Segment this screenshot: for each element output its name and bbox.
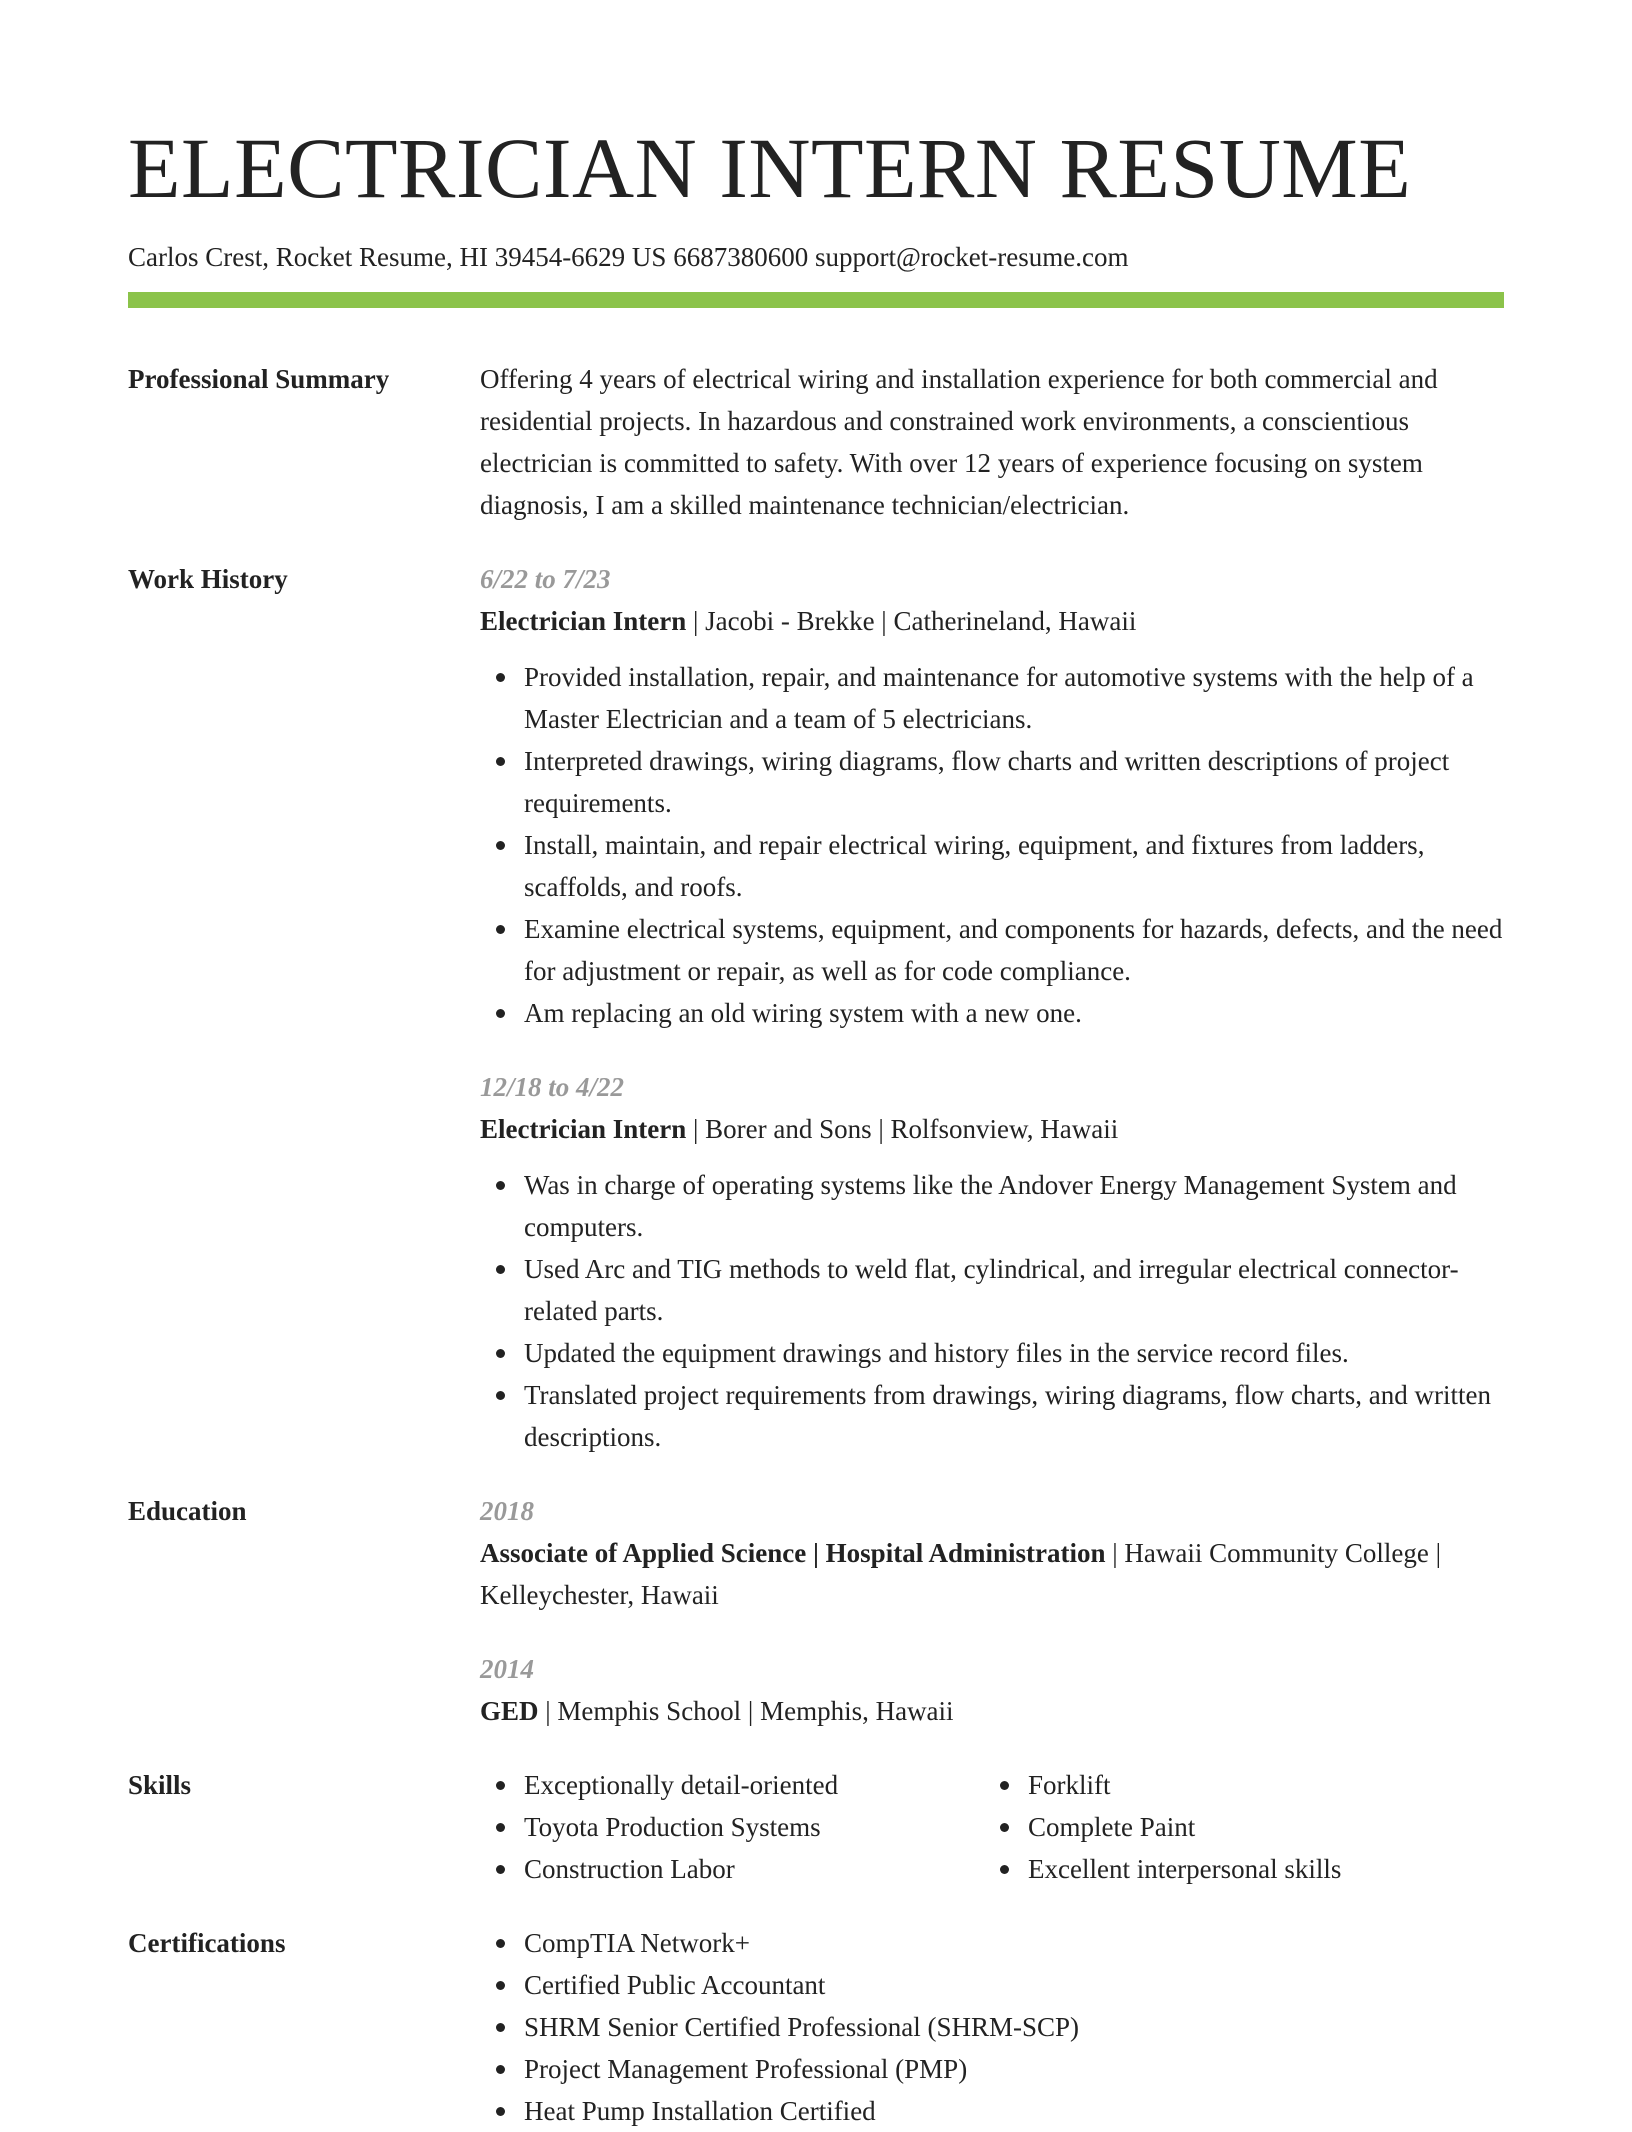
skills-heading: Skills — [128, 1770, 192, 1800]
work-history-body — [480, 558, 1504, 1458]
education-line — [480, 1690, 1504, 1732]
job-bullets — [480, 1164, 1504, 1458]
list-item: Excellent interpersonal skills — [1028, 1848, 1504, 1890]
job-role: Electrician Intern — [480, 1114, 687, 1144]
education-body — [480, 1490, 1504, 1732]
list-item: Was in charge of operating systems like the Andover Energy Management System and computers. — [524, 1164, 1504, 1248]
list-item: Am replacing an old wiring system with a new one. — [524, 992, 1504, 1034]
education-degree: Associate of Applied Science | Hospital Administration — [480, 1538, 1106, 1568]
list-item: Forklift — [1028, 1764, 1504, 1806]
job-dates: 6/22 to 7/23 — [480, 564, 611, 594]
certifications-section — [128, 1922, 1504, 2132]
list-item: Certified Public Accountant — [524, 1964, 1504, 2006]
list-item: SHRM Senior Certified Professional (SHRM-SCP) — [524, 2006, 1504, 2048]
list-item: Translated project requirements from drawings, wiring diagrams, flow charts, and written descriptions. — [524, 1374, 1504, 1458]
contact-line: Carlos Crest, Rocket Resume, HI 39454-6629 US 6687380600 support@rocket-resume.com — [128, 242, 1129, 272]
list-item: Construction Labor — [524, 1848, 984, 1890]
education-line — [480, 1532, 1504, 1616]
education-heading: Education — [128, 1496, 247, 1526]
resume-page — [128, 0, 1504, 2132]
job-title-line — [480, 1108, 1504, 1150]
job-bullets — [480, 656, 1504, 1034]
job-dates: 12/18 to 4/22 — [480, 1072, 625, 1102]
list-item: Used Arc and TIG methods to weld flat, cylindrical, and irregular electrical connector-related parts. — [524, 1248, 1504, 1332]
work-history-section — [128, 558, 1504, 1458]
summary-section — [128, 358, 1504, 526]
skills-column — [480, 1764, 984, 1890]
job-details: | Jacobi - Brekke | Catherineland, Hawaii — [686, 606, 1137, 636]
list-item: Install, maintain, and repair electrical wiring, equipment, and fixtures from ladders, scaffolds, and roofs. — [524, 824, 1504, 908]
education-entry — [480, 1490, 1504, 1616]
skills-section — [128, 1764, 1504, 1890]
summary-text: Offering 4 years of electrical wiring and installation experience for both commercial and residential projects. In hazardous and constrained work environments, a conscientious electrician is committed to safety. With over 12 years of experience focusing on system diagnosis, I am a skilled maintenance technician/electrician. — [480, 364, 1438, 520]
list-item: CompTIA Network+ — [524, 1922, 1504, 1964]
list-item: Provided installation, repair, and maintenance for automotive systems with the help of a Master Electrician and a team of 5 electricians. — [524, 656, 1504, 740]
list-item: Updated the equipment drawings and history files in the service record files. — [524, 1332, 1504, 1374]
list-item: Project Management Professional (PMP) — [524, 2048, 1504, 2090]
education-details: | Hawaii Community College | Kelleychester, Hawaii — [480, 1538, 1442, 1610]
list-item: Examine electrical systems, equipment, and components for hazards, defects, and the need for adjustment or repair, as well as for code compliance. — [524, 908, 1504, 992]
work-history-heading: Work History — [128, 564, 288, 594]
list-item: Interpreted drawings, wiring diagrams, flow charts and written descriptions of project requirements. — [524, 740, 1504, 824]
education-section — [128, 1490, 1504, 1732]
education-entry — [480, 1648, 1504, 1732]
certifications-body — [480, 1922, 1504, 2132]
skills-list — [984, 1764, 1504, 1890]
accent-divider — [128, 292, 1504, 308]
education-year: 2014 — [480, 1654, 534, 1684]
list-item: Toyota Production Systems — [524, 1806, 984, 1848]
resume-title: ELECTRICIAN INTERN RESUME — [128, 120, 1412, 216]
job-role: Electrician Intern — [480, 606, 687, 636]
summary-heading: Professional Summary — [128, 364, 390, 394]
list-item: Exceptionally detail-oriented — [524, 1764, 984, 1806]
skills-list — [480, 1764, 984, 1890]
list-item: Complete Paint — [1028, 1806, 1504, 1848]
job-details: | Borer and Sons | Rolfsonview, Hawaii — [686, 1114, 1119, 1144]
skills-column — [984, 1764, 1504, 1890]
certifications-list — [480, 1922, 1504, 2132]
education-degree: GED — [480, 1696, 539, 1726]
list-item: Heat Pump Installation Certified — [524, 2090, 1504, 2132]
certifications-heading: Certifications — [128, 1928, 286, 1958]
job-title-line — [480, 600, 1504, 642]
job-entry — [480, 558, 1504, 1034]
job-entry — [480, 1066, 1504, 1458]
education-details: | Memphis School | Memphis, Hawaii — [538, 1696, 954, 1726]
education-year: 2018 — [480, 1496, 534, 1526]
skills-body — [480, 1764, 1504, 1890]
